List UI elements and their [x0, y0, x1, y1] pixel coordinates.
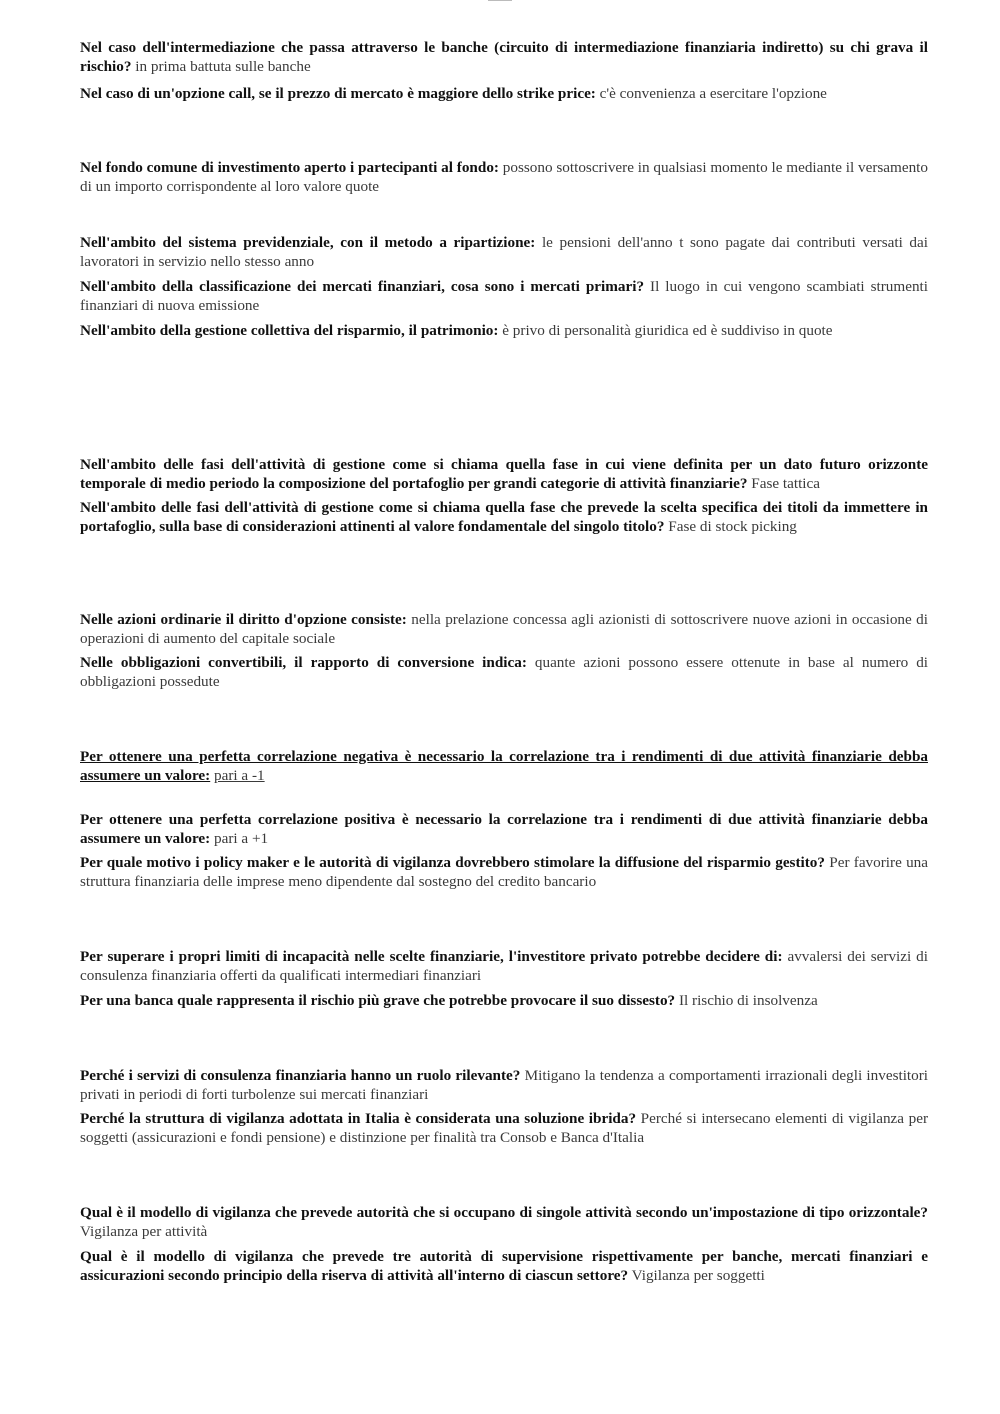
answer-text: Vigilanza per soggetti — [631, 1267, 765, 1284]
qa-item — [80, 747, 928, 785]
answer-text: Il luogo in cui vengono scambiati strumenti finanziari di nuova emissione — [80, 278, 928, 314]
answer-text: Fase di stock picking — [668, 518, 797, 535]
answer-text: Fase tattica — [751, 475, 821, 492]
answer-text: Perché si intersecano elementi di vigilanza per soggetti (assicurazioni e fondi pensione) e distinzione per finalità tra Consob e Banca d'Italia — [80, 1110, 929, 1146]
answer-text: Il rischio di insolvenza — [678, 992, 818, 1009]
question-text: Per superare i propri limiti di incapacità nelle scelte finanziarie, l'investitore privato potrebbe decidere di: — [80, 948, 783, 965]
question-text: Per ottenere una perfetta correlazione negativa è necessario la correlazione tra i rendimenti di due attività finanziarie debba assumere un valore: — [80, 748, 928, 784]
question-text: Nelle obbligazioni convertibili, il rapporto di conversione indica: — [80, 654, 527, 671]
answer-text: Vigilanza per attività — [80, 1223, 208, 1240]
question-text: Nell'ambito del sistema previdenziale, con il metodo a ripartizione: — [80, 234, 536, 251]
qa-item — [80, 1247, 928, 1285]
question-text: Perché i servizi di consulenza finanziaria hanno un ruolo rilevante? — [80, 1067, 521, 1084]
answer-text: avvalersi dei servizi di consulenza finanziaria offerti da qualificati intermediari finanziari — [80, 948, 928, 984]
answer-text: Mitigano la tendenza a comportamenti irrazionali degli investitori privati in periodi di forti turbolenze sui mercati finanziari — [80, 1067, 929, 1103]
question-text: Qual è il modello di vigilanza che prevede tre autorità di supervisione rispettivamente per banche, mercati finanziari e assicurazioni secondo principio della riserva di attività all'interno di ciascun settore? — [80, 1248, 928, 1284]
answer-text: è privo di personalità giuridica ed è suddiviso in quote — [502, 322, 833, 339]
answer-text: nella prelazione concessa agli azionisti di sottoscrivere nuove azioni in occasione di operazioni di aumento del capitale sociale — [80, 611, 928, 647]
qa-item — [80, 1203, 928, 1241]
answer-text: pari a -1 — [214, 767, 265, 784]
question-text: Nell'ambito della classificazione dei mercati finanziari, cosa sono i mercati primari? — [80, 278, 645, 295]
question-text: Per una banca quale rappresenta il rischio più grave che potrebbe provocare il suo dissesto? — [80, 992, 676, 1009]
question-text: Perché la struttura di vigilanza adottata in Italia è considerata una soluzione ibrida? — [80, 1110, 637, 1127]
answer-text: le pensioni dell'anno t sono pagate dai contributi versati dai lavoratori in servizio nello stesso anno — [80, 234, 928, 270]
qa-item — [80, 810, 928, 848]
qa-item — [80, 498, 928, 536]
answer-text: quante azioni possono essere ottenute in base al numero di obbligazioni possedute — [80, 654, 929, 690]
question-text: Per ottenere una perfetta correlazione positiva è necessario la correlazione tra i rendimenti di due attività finanziarie debba assumere un valore: — [80, 811, 928, 847]
question-text: Nelle azioni ordinarie il diritto d'opzione consiste: — [80, 611, 407, 628]
qa-item — [80, 321, 928, 340]
page-header-mark — [488, 0, 512, 4]
qa-item — [80, 38, 928, 76]
qa-item — [80, 991, 928, 1010]
answer-text: c'è convenienza a esercitare l'opzione — [599, 85, 827, 102]
question-text: Nel caso dell'intermediazione che passa attraverso le banche (circuito di intermediazione finanziaria indiretto) su chi grava il rischio? — [80, 39, 928, 75]
qa-item — [80, 853, 928, 891]
question-text: Nell'ambito delle fasi dell'attività di gestione come si chiama quella fase che prevede la scelta specifica dei titoli da immettere in portafoglio, sulla base di considerazioni attinenti al valore fondamentale del singolo titolo? — [80, 499, 928, 535]
question-text: Nel caso di un'opzione call, se il prezzo di mercato è maggiore dello strike price: — [80, 85, 596, 102]
answer-text: pari a +1 — [214, 830, 269, 847]
question-text: Per quale motivo i policy maker e le autorità di vigilanza dovrebbero stimolare la diffusione del risparmio gestito? — [80, 854, 825, 871]
qa-item — [80, 455, 928, 493]
answer-text: Per favorire una struttura finanziaria delle imprese meno dipendente dal sostegno del credito bancario — [80, 854, 929, 890]
qa-item — [80, 277, 928, 315]
qa-item — [80, 233, 928, 271]
qa-item — [80, 1109, 928, 1147]
qa-item — [80, 84, 928, 103]
qa-item — [80, 610, 928, 648]
question-text: Nell'ambito della gestione collettiva del risparmio, il patrimonio: — [80, 322, 499, 339]
answer-text: in prima battuta sulle banche — [135, 58, 311, 75]
question-text: Nel fondo comune di investimento aperto i partecipanti al fondo: — [80, 159, 499, 176]
qa-item — [80, 653, 928, 691]
qa-item — [80, 1066, 928, 1104]
qa-item — [80, 158, 928, 196]
answer-text: possono sottoscrivere in qualsiasi momento le mediante il versamento di un importo corrispondente al loro valore quote — [80, 159, 928, 195]
qa-item — [80, 947, 928, 985]
question-text: Nell'ambito delle fasi dell'attività di gestione come si chiama quella fase in cui viene definita per un dato futuro orizzonte temporale di medio periodo la composizione del portafoglio per grandi categorie di attività finanziarie? — [80, 456, 928, 492]
question-text: Qual è il modello di vigilanza che prevede autorità che si occupano di singole attività secondo un'impostazione di tipo orizzontale? — [80, 1204, 928, 1221]
